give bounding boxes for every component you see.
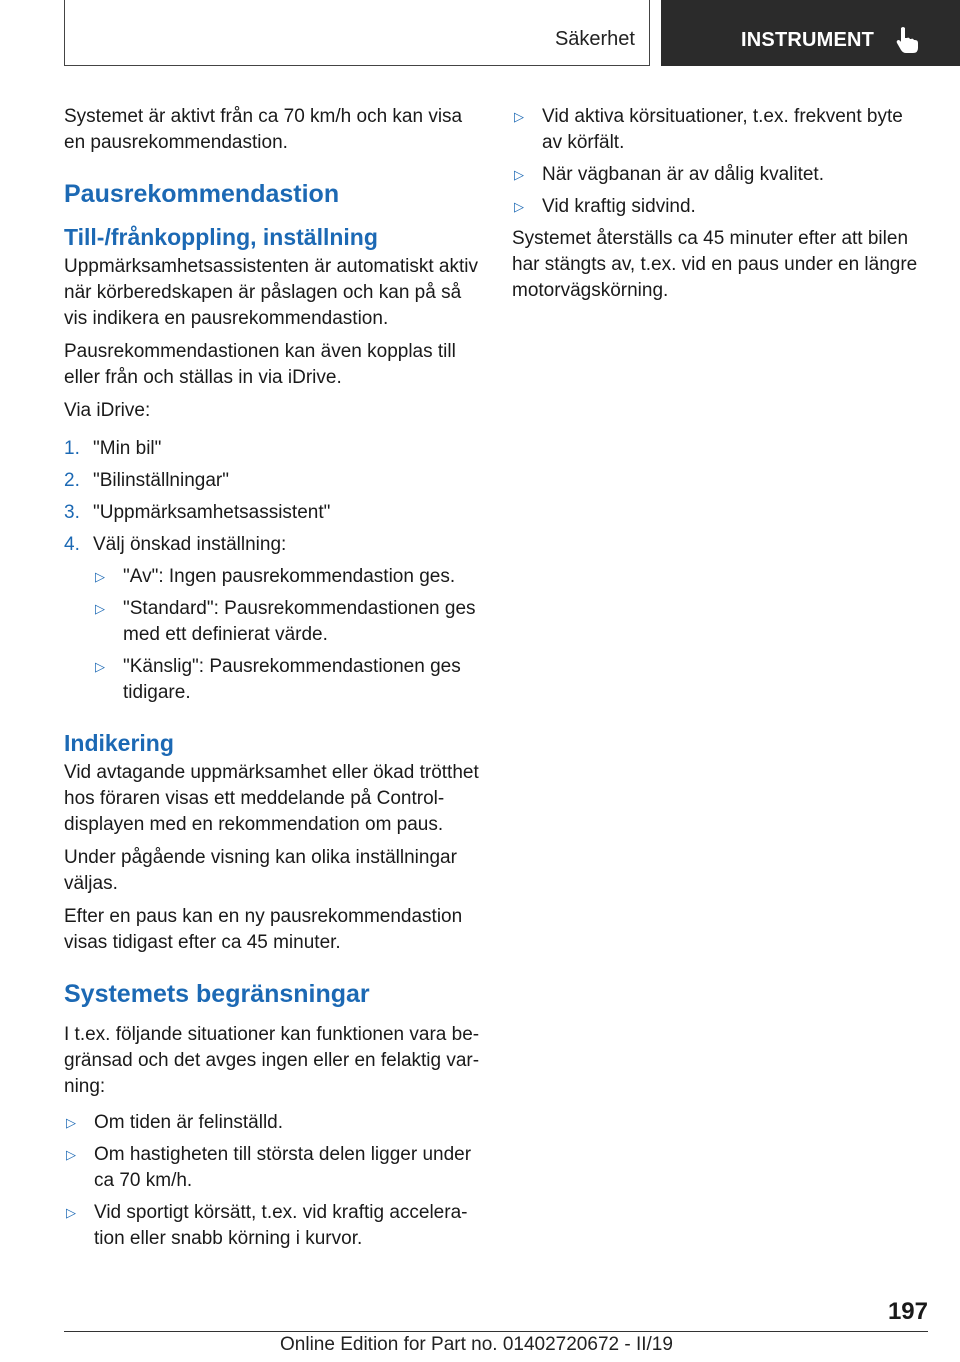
- intro-paragraph: Systemet är aktivt från ca 70 km/h och kan visa en pausrekommendastion.: [64, 106, 463, 153]
- step-text: "Min bil": [93, 438, 162, 459]
- step-item: [64, 436, 480, 462]
- paragraph: Uppmärksamhetsassistenten är automatiskt aktiv när körberedskapen är påslagen och kan på så vis indikera en pausrekommendastion.: [64, 256, 478, 329]
- chapter-tab: [661, 0, 960, 66]
- paragraph: Systemet återställs ca 45 minuter efter att bilen har stängts av, t.ex. vid en paus under en längre motorvägskörning.: [512, 228, 918, 301]
- step-text: "Uppmärksamhetsassistent": [93, 502, 331, 523]
- step-item: [64, 532, 480, 706]
- paragraph: Under pågående visning kan olika inställningar väljas.: [64, 847, 457, 894]
- step-item: [64, 468, 480, 494]
- heading-pause-recommendation: Pausrekommendastion: [64, 180, 340, 208]
- page-number: 197: [887, 1298, 928, 1325]
- list-item-text: "Standard": Pausrekommendastionen ges med ett definierat värde.: [123, 598, 476, 645]
- limit-list: [64, 1110, 480, 1252]
- list-item-text: Vid sportigt körsätt, t.ex. vid kraftig acceleration eller snabb körning i kurvor.: [94, 1202, 468, 1249]
- list-item: [64, 1110, 480, 1136]
- section-title: Säkerhet: [554, 28, 635, 50]
- idrive-steps: [64, 436, 480, 706]
- list-item: [512, 194, 928, 220]
- section-tab: [64, 0, 650, 66]
- step-number: 1.: [64, 438, 80, 459]
- list-item-text: Om hastigheten till största delen ligger under ca 70 km/h.: [94, 1144, 472, 1191]
- triangle-bullet-icon: ▷: [66, 1205, 76, 1220]
- step-item: [64, 500, 480, 526]
- list-item: [93, 564, 480, 590]
- paragraph: I t.ex. följande situationer kan funktionen vara begränsad och det avges ingen eller en felaktig varning:: [64, 1024, 480, 1097]
- step-number: 2.: [64, 470, 80, 491]
- footer-divider: [64, 1331, 928, 1332]
- paragraph: Pausrekommendastionen kan även kopplas till eller från och ställas in via iDrive.: [64, 341, 456, 388]
- step-number: 3.: [64, 502, 80, 523]
- step-text: "Bilinställningar": [93, 470, 229, 491]
- edition-footer: Online Edition for Part no. 01402720672 - II/19: [280, 1334, 673, 1355]
- heading-system-limits: Systemets begränsningar: [64, 980, 370, 1008]
- triangle-bullet-icon: ▷: [95, 569, 105, 584]
- list-item: [512, 104, 928, 156]
- pointing-hand-icon: [894, 26, 920, 54]
- heading-indication: Indikering: [64, 730, 174, 756]
- triangle-bullet-icon: ▷: [514, 167, 524, 182]
- triangle-bullet-icon: ▷: [95, 659, 105, 674]
- list-item: [64, 1142, 480, 1194]
- step-text: Välj önskad inställning:: [93, 534, 287, 555]
- list-item: [64, 1200, 480, 1252]
- triangle-bullet-icon: ▷: [66, 1115, 76, 1130]
- triangle-bullet-icon: ▷: [66, 1147, 76, 1162]
- right-column: [512, 104, 928, 311]
- list-item: [93, 596, 480, 648]
- paragraph: Vid avtagande uppmärksamhet eller ökad trötthet hos föraren visas ett meddelande på Control-displayen med en rekommendation om paus.: [64, 762, 479, 835]
- limit-list-continued: [512, 104, 928, 220]
- list-item-text: Om tiden är felinställd.: [94, 1112, 284, 1133]
- list-item: [512, 162, 928, 188]
- setting-options: [93, 564, 480, 706]
- heading-toggle-setting: Till-/frånkoppling, inställning: [64, 224, 378, 250]
- list-item-text: "Känslig": Pausrekommendastionen ges tidigare.: [123, 656, 461, 703]
- triangle-bullet-icon: ▷: [95, 601, 105, 616]
- triangle-bullet-icon: ▷: [514, 199, 524, 214]
- paragraph: Efter en paus kan en ny pausrekommendastion visas tidigast efter ca 45 minuter.: [64, 906, 463, 953]
- chapter-title: INSTRUMENT: [741, 29, 875, 51]
- list-item-text: "Av": Ingen pausrekommendastion ges.: [123, 566, 456, 587]
- list-item-text: När vägbanan är av dålig kvalitet.: [542, 164, 824, 185]
- list-item: [93, 654, 480, 706]
- left-column: [64, 104, 480, 1258]
- list-item-text: Vid aktiva körsituationer, t.ex. frekvent byte av körfält.: [542, 106, 903, 153]
- paragraph: Via iDrive:: [64, 400, 151, 421]
- list-item-text: Vid kraftig sidvind.: [542, 196, 696, 217]
- triangle-bullet-icon: ▷: [514, 109, 524, 124]
- step-number: 4.: [64, 534, 80, 555]
